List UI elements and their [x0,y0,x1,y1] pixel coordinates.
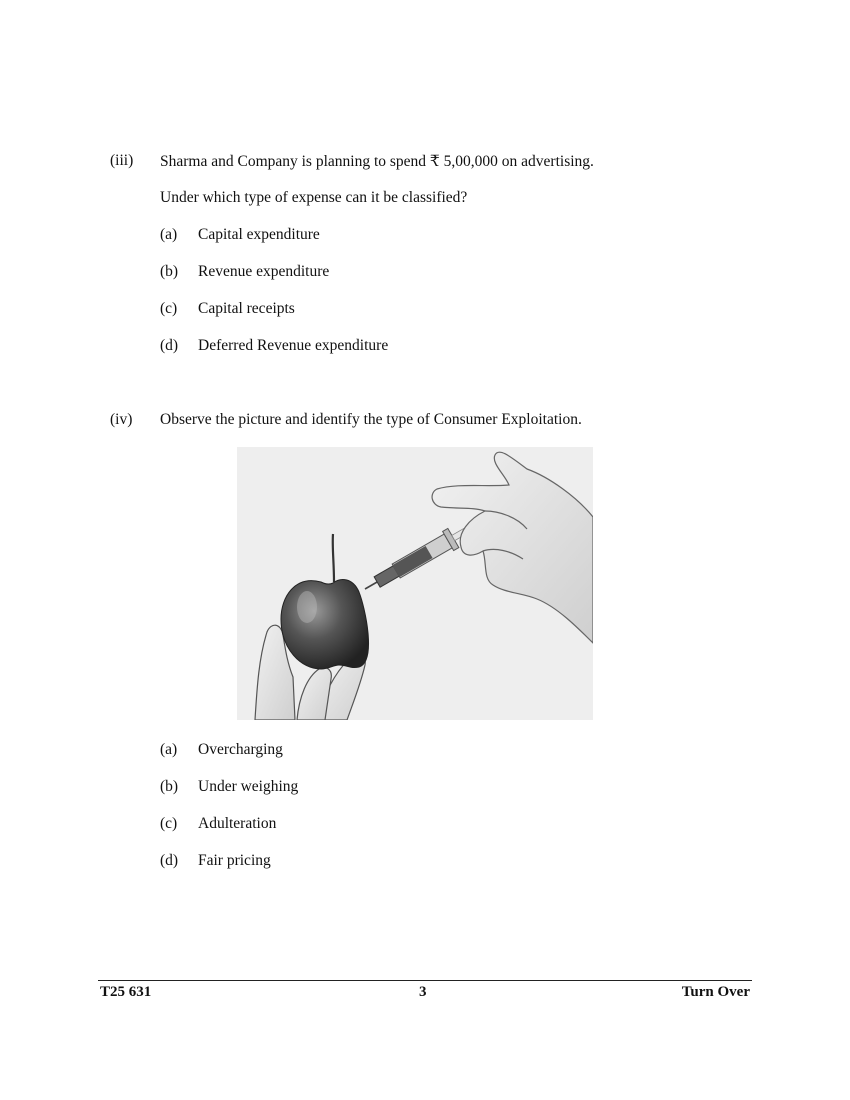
q4-option-b-letter: (b) [160,778,179,795]
q3-option-d-text: Deferred Revenue expenditure [198,337,389,354]
q4-option-c-text: Adulteration [198,815,277,832]
footer-rule [98,980,752,981]
q4-option-d-letter: (d) [160,852,179,869]
q3-option-a-text: Capital expenditure [198,226,320,243]
page-number: 3 [419,984,427,1000]
q4-option-d-text: Fair pricing [198,852,271,869]
q3-option-b-letter: (b) [160,263,179,280]
q4-option-c-letter: (c) [160,815,178,832]
question-iii-prompt: Under which type of expense can it be classified? [160,189,468,206]
syringe-apple-image [237,447,593,720]
turn-over-label: Turn Over [681,984,750,1000]
q4-option-a-letter: (a) [160,741,178,758]
q3-option-d-letter: (d) [160,337,179,354]
q4-option-a-text: Overcharging [198,741,283,758]
question-iv-stem: Observe the picture and identify the type of Consumer Exploitation. [160,411,582,428]
q4-option-b-text: Under weighing [198,778,299,795]
question-iv-number: (iv) [110,411,133,428]
question-iii-stem: Sharma and Company is planning to spend ₹ 5,00,000 on advertising. [160,153,594,170]
paper-code: T25 631 [100,984,152,1000]
q3-option-c-text: Capital receipts [198,300,295,317]
q3-option-c-letter: (c) [160,300,178,317]
q3-option-b-text: Revenue expenditure [198,263,330,280]
q3-option-a-letter: (a) [160,226,178,243]
question-iii-number: (iii) [110,152,134,169]
